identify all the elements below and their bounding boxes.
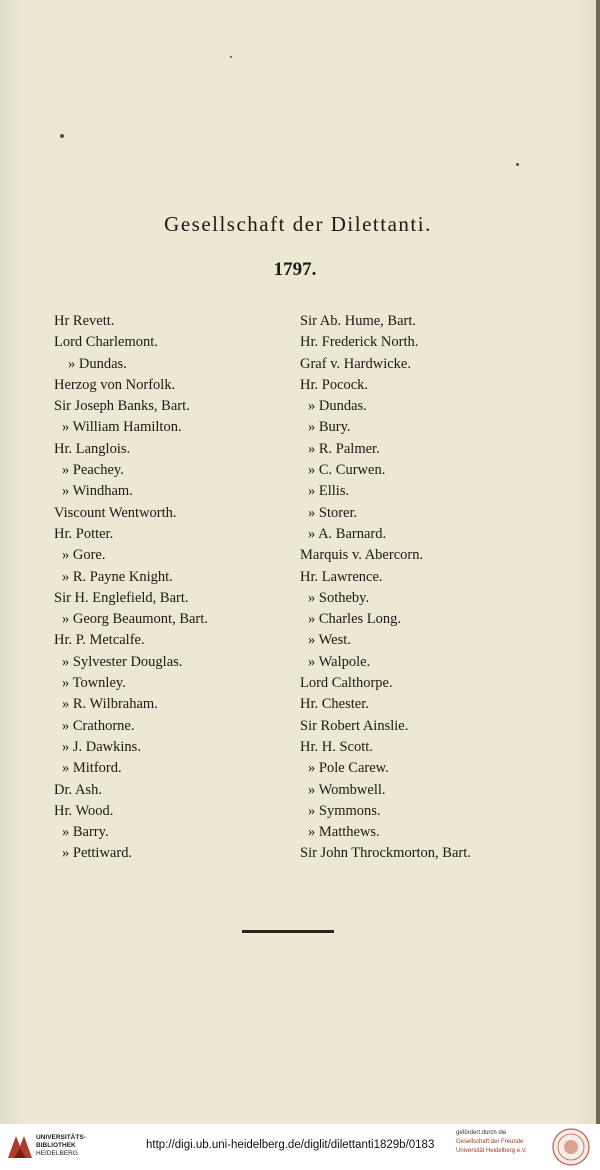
member-entry: Graf v. Hardwicke. [300,355,411,372]
member-entry: Hr. Chester. [300,696,369,713]
member-entry: Hr. Pocock. [300,376,369,393]
member-entry: » R. Wilbraham. [62,696,158,713]
sponsor-label: gefördert durch die [456,1130,507,1136]
member-entry: » Walpole. [308,653,371,670]
member-entry: Hr Revett. [54,313,115,329]
sponsor-org: Gesellschaft der Freunde [456,1139,524,1145]
member-entry: Lord Calthorpe. [300,675,393,692]
member-entry: » Dundas. [68,355,127,372]
closing-rule [242,930,334,933]
member-entry: » R. Palmer. [308,440,380,457]
member-entry: » A. Barnard. [308,525,387,542]
member-entry: » Georg Beaumont, Bart. [62,611,208,628]
sponsor-org: Universität Heidelberg e.V. [456,1148,527,1154]
page-year: 1797. [273,259,317,280]
member-entry: Hr. Wood. [54,802,114,819]
member-entry: » Windham. [62,483,133,500]
paper-speck [516,163,519,166]
member-entry: » William Hamilton. [62,419,182,436]
member-entry: » R. Payne Knight. [62,568,173,585]
member-entry: » Pettiward. [62,845,133,862]
member-entry: Dr. Ash. [54,781,102,798]
university-seal-icon [552,1128,590,1166]
member-entry: » Wombwell. [308,781,386,798]
member-entry: » West. [308,632,351,649]
member-entry: » Mitford. [62,760,122,777]
library-name-line: UNIVERSITÄTS- [36,1134,86,1141]
viewer-footer [0,1124,600,1170]
member-entry: Hr. Lawrence. [300,568,383,585]
permalink-url[interactable]: http://digi.ub.uni-heidelberg.de/diglit/dilettanti1829b/0183 [146,1139,435,1151]
member-entry: Herzog von Norfolk. [54,376,176,393]
member-entry: » Dundas. [308,398,367,415]
member-entry: » Barry. [62,824,109,841]
library-logo-icon[interactable] [6,1132,34,1160]
member-entry: » Sotheby. [308,589,370,606]
member-entry: » Matthews. [308,824,380,841]
member-entry: Hr. H. Scott. [300,738,373,755]
member-entry: Sir Joseph Banks, Bart. [54,398,190,415]
page-title: Gesellschaft der Dilettanti. [164,212,432,236]
member-entry: » Sylvester Douglas. [62,653,183,670]
member-entry: » Gore. [62,547,106,564]
member-entry: » Symmons. [308,802,381,819]
member-entry: Hr. P. Metcalfe. [54,632,145,649]
member-entry: Sir H. Englefield, Bart. [54,589,189,606]
member-entry: Viscount Wentworth. [54,504,177,521]
members-left-column [54,311,208,865]
member-entry: » Townley. [62,675,126,692]
member-entry: » Crathorne. [62,717,135,734]
member-entry: » C. Curwen. [308,462,386,479]
library-name-line: HEIDELBERG [36,1150,78,1157]
member-entry: » Bury. [308,419,351,436]
member-entry: » Charles Long. [308,611,402,628]
member-entry: » J. Dawkins. [62,738,141,755]
member-entry: Sir Robert Ainslie. [300,717,409,734]
member-entry: Hr. Frederick North. [300,334,419,351]
paper-speck [230,56,232,58]
paper-speck [60,134,64,138]
member-entry: Sir John Throckmorton, Bart. [300,845,471,862]
member-entry: Hr. Langlois. [54,440,131,457]
members-right-column [300,311,471,865]
member-entry: Hr. Potter. [54,525,114,542]
member-entry: » Pole Carew. [308,760,389,777]
page-edge [596,0,600,1124]
member-entry: Marquis v. Abercorn. [300,547,424,564]
member-entry: » Peachey. [62,462,124,479]
library-name[interactable] [36,1134,86,1158]
member-entry: » Ellis. [308,483,350,500]
sponsor-note [456,1129,544,1156]
member-entry: Lord Charlemont. [54,334,158,351]
member-entry: Sir Ab. Hume, Bart. [300,313,416,329]
library-name-line: BIBLIOTHEK [36,1142,76,1149]
member-entry: » Storer. [308,504,358,521]
